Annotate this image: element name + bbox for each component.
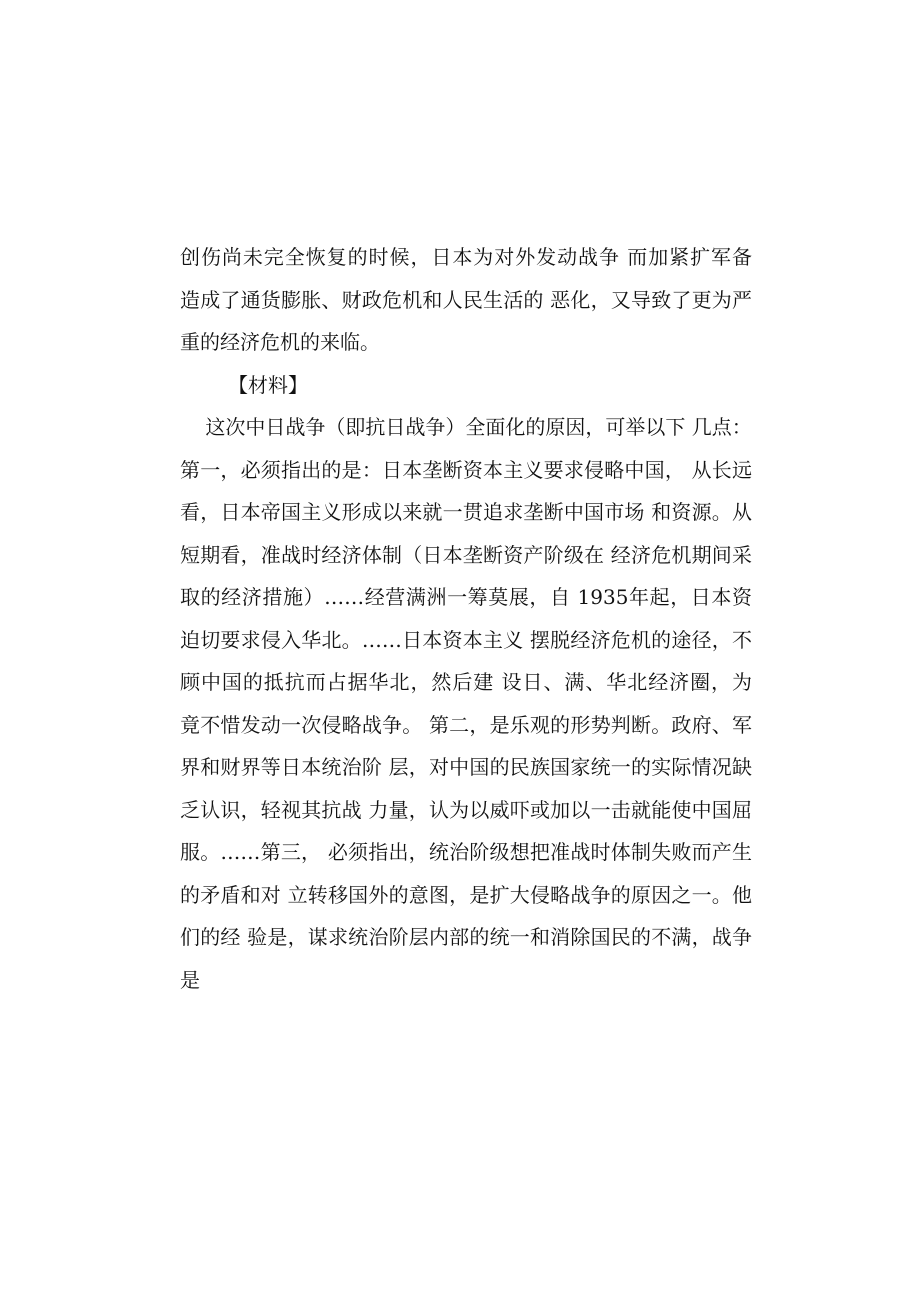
text-line: 竟不惜发动一次侵略战争。 第二，是乐观的形势判断。政府、军 (180, 712, 752, 737)
text-line: 造成了通货膨胀、财政危机和人民生活的 恶化，又导致了更为严 (180, 287, 752, 312)
text-line: 重的经济危机的来临。 (180, 330, 380, 354)
text-line: 们的经 验是，谋求统治阶层内部的统一和消除国民的不满，战争 (180, 925, 752, 949)
text-line: 第一，必须指出的是：日本垄断资本主义要求侵略中国， 从长远 (180, 457, 752, 482)
text-line: 短期看，准战时经济体制（日本垄断资产阶级在 经济危机期间采 (180, 542, 752, 567)
text-line: 取的经济措施）……经营满洲一筹莫展，自 1935年起，日本资 (180, 585, 752, 609)
document-body (180, 236, 752, 1001)
text-line: 顾中国的抵抗而占据华北，然后建 设日、满、华北经济圈，为 (180, 670, 752, 694)
text-line: 创伤尚未完全恢复的时候，日本为对外发动战争 而加紧扩军备 (180, 245, 752, 269)
section-heading: 【材料】 (228, 372, 308, 397)
text-line: 乏认识，轻视其抗战 力量，认为以威吓或加以一击就能使中国屈 (180, 797, 752, 822)
text-line: 这次中日战争（即抗日战争）全面化的原因，可举以下 几点： (180, 415, 752, 439)
text-line: 服。……第三， 必须指出，统治阶级想把准战时体制失败而产生 (180, 840, 752, 864)
text-line: 看，日本帝国主义形成以来就一贯追求垄断中国市场 和资源。从 (180, 500, 752, 524)
text-line: 界和财界等日本统治阶 层，对中国的民族国家统一的实际情况缺 (180, 755, 752, 779)
text-line: 是 (180, 967, 200, 992)
text-line: 的矛盾和对 立转移国外的意图，是扩大侵略战争的原因之一。他 (180, 882, 752, 907)
text-line: 迫切要求侵入华北。……日本资本主义 摆脱经济危机的途径，不 (180, 627, 752, 652)
